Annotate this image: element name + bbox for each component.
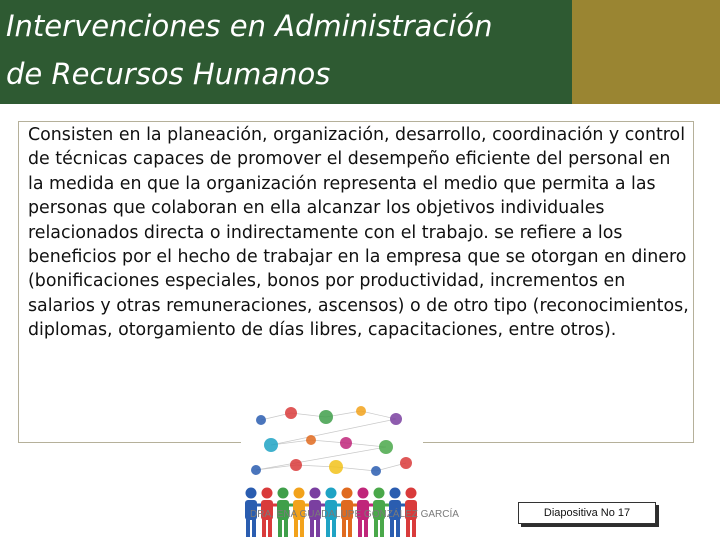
slide-title: Intervenciones en Administración de Recursos Humanos (6, 9, 493, 91)
slide-number: Diapositiva No 17 (518, 502, 656, 524)
network-node-icon (400, 457, 412, 469)
person-leg-icon (390, 519, 394, 537)
network-node-icon (356, 406, 366, 416)
person-head-icon (278, 488, 289, 499)
person-head-icon (342, 488, 353, 499)
network-node-icon (251, 465, 261, 475)
person-leg-icon (268, 519, 272, 537)
person-head-icon (374, 488, 385, 499)
person-leg-icon (364, 519, 368, 537)
person-head-icon (262, 488, 273, 499)
network-node-icon (290, 459, 302, 471)
person-leg-icon (374, 519, 378, 537)
person-leg-icon (380, 519, 384, 537)
person-leg-icon (406, 519, 410, 537)
person-head-icon (326, 488, 337, 499)
person-head-icon (358, 488, 369, 499)
network-node-icon (264, 438, 278, 452)
person-head-icon (390, 488, 401, 499)
person-head-icon (246, 488, 257, 499)
network-node-icon (256, 415, 266, 425)
person-leg-icon (358, 519, 362, 537)
network-link (271, 419, 396, 445)
person-leg-icon (310, 519, 314, 537)
person-leg-icon (396, 519, 400, 537)
network-node-icon (379, 440, 393, 454)
person-leg-icon (294, 519, 298, 537)
network-node-icon (319, 410, 333, 424)
network-link (256, 465, 296, 470)
person-leg-icon (278, 519, 282, 537)
person-leg-icon (300, 519, 304, 537)
accent-bar (572, 0, 720, 104)
person-leg-icon (412, 519, 416, 537)
person-leg-icon (342, 519, 346, 537)
body-text: Consisten en la planeación, organización, desarrollo, coordinación y control de técnicas capaces de promover el desempeño eficiente del personal en la medida en que la organización representa el medio que permita a las personas que colaboran en ella alcanzar los objetivos individuales relacionados directa o indirectamente con el trabajo. se refiere a los beneficios por el hecho de trabajar en la empresa que se otorgan en dinero (bonificaciones especiales, bonos por productividad, incrementos en salarios y otras remuneraciones, ascensos) o de otro tipo (reconocimientos, diplomas, otorgamiento de días libres, capacitaciones, entre otros). (28, 125, 689, 341)
person-leg-icon (284, 519, 288, 537)
person-leg-icon (252, 519, 256, 537)
person-leg-icon (262, 519, 266, 537)
network-node-icon (329, 460, 343, 474)
network-node-icon (340, 437, 352, 449)
person-head-icon (406, 488, 417, 499)
network-node-icon (371, 466, 381, 476)
person-leg-icon (246, 519, 250, 537)
network-node-icon (306, 435, 316, 445)
network-node-icon (390, 413, 402, 425)
author-name: DRA. ENA GUADALUPE GONZÁLEZ GARCÍA (250, 509, 459, 520)
network-node-icon (285, 407, 297, 419)
person-leg-icon (326, 519, 330, 537)
person-leg-icon (316, 519, 320, 537)
person-leg-icon (332, 519, 336, 537)
person-head-icon (294, 488, 305, 499)
person-leg-icon (348, 519, 352, 537)
network-icons (251, 406, 412, 476)
person-head-icon (310, 488, 321, 499)
